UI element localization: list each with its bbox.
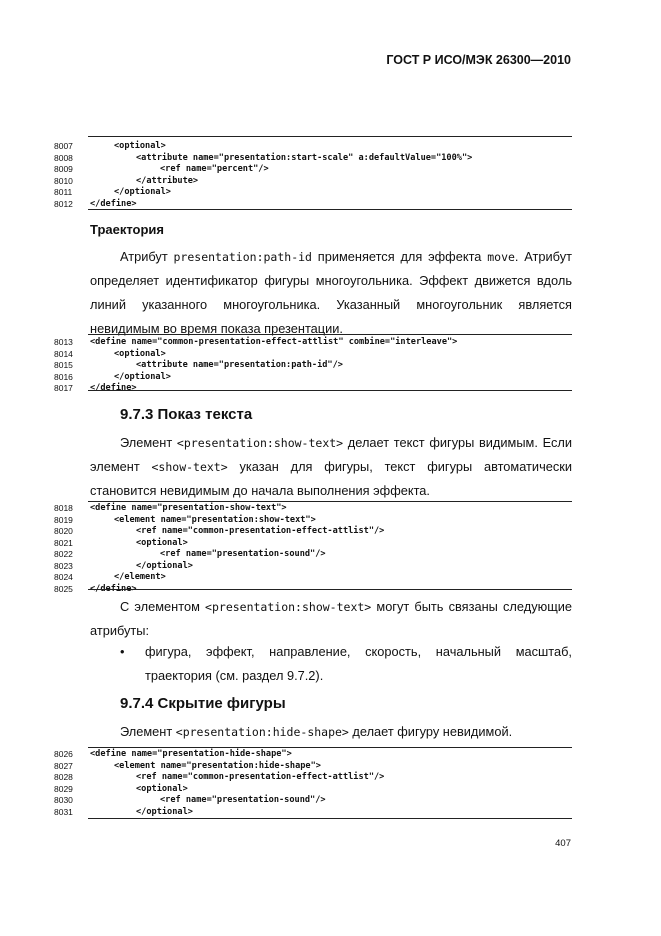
code-line <box>54 176 572 188</box>
line-number: 8017 <box>54 383 73 393</box>
code-text: </optional> <box>114 371 171 382</box>
code-text: <ref name="presentation-sound"/> <box>160 549 326 559</box>
code-text: <define name="common-presentation-effect-attlist" combine="interleave"> <box>90 337 458 347</box>
section-heading-9-7-3: 9.7.3 Показ текста <box>120 406 253 423</box>
line-number: 8030 <box>54 795 73 805</box>
text-fragment: С элементом <box>120 599 206 614</box>
text-fragment: делает фигуру невидимой. <box>348 724 513 739</box>
line-number: 8009 <box>54 164 73 174</box>
code-text: <attribute name="presentation:path-id"/> <box>136 360 343 370</box>
code-line <box>54 795 572 807</box>
text-fragment: применяется для эффекта <box>311 249 488 264</box>
code-line <box>54 761 572 773</box>
code-line <box>54 807 572 819</box>
line-number: 8025 <box>54 583 73 594</box>
paragraph-9-7-3 <box>90 431 572 503</box>
line-number: 8010 <box>54 175 73 186</box>
line-number: 8018 <box>54 503 73 513</box>
code-line <box>54 772 572 784</box>
section-heading-path: Траектория <box>90 222 165 237</box>
line-number: 8023 <box>54 560 73 571</box>
line-number: 8007 <box>54 141 73 151</box>
line-number: 8011 <box>54 187 73 197</box>
line-number: 8031 <box>54 806 73 817</box>
line-number: 8008 <box>54 152 73 163</box>
line-number: 8022 <box>54 549 73 559</box>
line-number: 8024 <box>54 572 73 582</box>
code-line <box>54 141 572 153</box>
code-line <box>54 187 572 199</box>
line-number: 8029 <box>54 783 73 794</box>
list-item <box>90 640 572 688</box>
text-fragment: Элемент <box>120 724 176 739</box>
text-fragment: указан для фигуры, текст фигуры автоматически становится невидимым до начала выполнения эффекта. <box>90 459 572 498</box>
text-fragment: Элемент <box>120 435 177 450</box>
inline-code: move <box>487 250 515 264</box>
code-text: </define> <box>90 583 137 594</box>
text-fragment: делает текст фигуры видимым. Если элемент <box>90 435 573 474</box>
inline-code: <presentation:show-text> <box>205 600 372 614</box>
line-number: 8015 <box>54 360 73 370</box>
page-number: 407 <box>555 838 571 849</box>
inline-code: presentation:path-id <box>173 250 312 264</box>
paragraph-show-text-attributes <box>90 595 572 643</box>
text-fragment: . Атрибут определяет идентификатор фигуры многоугольника. Эффект движется вдоль линий указанного многоугольника. Указанный многоугольник является невидимым во время показа презентации. <box>90 249 572 336</box>
line-number: 8028 <box>54 772 73 782</box>
paragraph-path <box>90 245 572 341</box>
code-text: </define> <box>90 198 137 209</box>
code-line <box>54 749 572 761</box>
section-heading-9-7-4: 9.7.4 Скрытие фигуры <box>120 695 286 712</box>
code-line <box>54 538 572 550</box>
text-fragment: Атрибут <box>120 249 174 264</box>
code-block-3 <box>54 501 572 594</box>
code-text: <optional> <box>114 141 166 151</box>
line-number: 8026 <box>54 749 73 759</box>
list-item-text: фигура, эффект, направление, скорость, начальный масштаб, траектория (см. раздел 9.7.2). <box>145 644 572 683</box>
line-number: 8019 <box>54 514 73 525</box>
code-text: </optional> <box>136 806 193 817</box>
line-number: 8016 <box>54 371 73 382</box>
code-line <box>54 561 572 573</box>
code-text: </optional> <box>114 187 171 197</box>
code-block-1 <box>54 136 572 210</box>
line-number: 8021 <box>54 537 73 548</box>
code-text: </element> <box>114 572 166 582</box>
code-line <box>54 784 572 796</box>
code-line <box>54 526 572 538</box>
code-text: <ref name="common-presentation-effect-attlist"/> <box>136 772 385 782</box>
code-line <box>54 503 572 515</box>
line-number: 8012 <box>54 198 73 209</box>
document-header-title: ГОСТ Р ИСО/МЭК 26300—2010 <box>386 53 571 67</box>
code-text: <define name="presentation-hide-shape"> <box>90 749 292 759</box>
code-text: </attribute> <box>136 175 199 186</box>
code-line <box>54 349 572 361</box>
code-text: <ref name="presentation-sound"/> <box>160 795 326 805</box>
inline-code: <show-text> <box>151 460 228 474</box>
code-text: <optional> <box>136 537 188 548</box>
code-text: </optional> <box>136 560 193 571</box>
bullet-marker: • <box>120 644 125 659</box>
code-line <box>54 337 572 349</box>
code-text: <attribute name="presentation:start-scale" a:defaultValue="100%"> <box>136 152 473 163</box>
line-number: 8014 <box>54 348 73 359</box>
code-text: <optional> <box>136 783 188 794</box>
code-text: <define name="presentation-show-text"> <box>90 503 287 513</box>
code-text: <element name="presentation:show-text"> <box>114 514 316 525</box>
line-number: 8020 <box>54 526 73 536</box>
code-line <box>54 515 572 527</box>
code-line <box>54 383 572 395</box>
inline-code: <presentation:show-text> <box>176 436 344 450</box>
code-line <box>54 153 572 165</box>
paragraph-9-7-4 <box>90 720 572 744</box>
code-text: <ref name="percent"/> <box>160 164 269 174</box>
code-line <box>54 572 572 584</box>
code-block-4 <box>54 747 572 819</box>
code-line <box>54 360 572 372</box>
code-text: </define> <box>90 383 137 393</box>
line-number: 8027 <box>54 760 73 771</box>
code-line <box>54 372 572 384</box>
line-number: 8013 <box>54 337 73 347</box>
code-line <box>54 549 572 561</box>
code-block-2 <box>54 334 572 393</box>
code-text: <element name="presentation:hide-shape"> <box>114 760 321 771</box>
code-text: <optional> <box>114 348 166 359</box>
code-line <box>54 164 572 176</box>
text-fragment: могут быть связаны следующие атрибуты: <box>90 599 572 638</box>
inline-code: <presentation:hide-shape> <box>175 725 349 739</box>
code-text: <ref name="common-presentation-effect-attlist"/> <box>136 526 385 536</box>
